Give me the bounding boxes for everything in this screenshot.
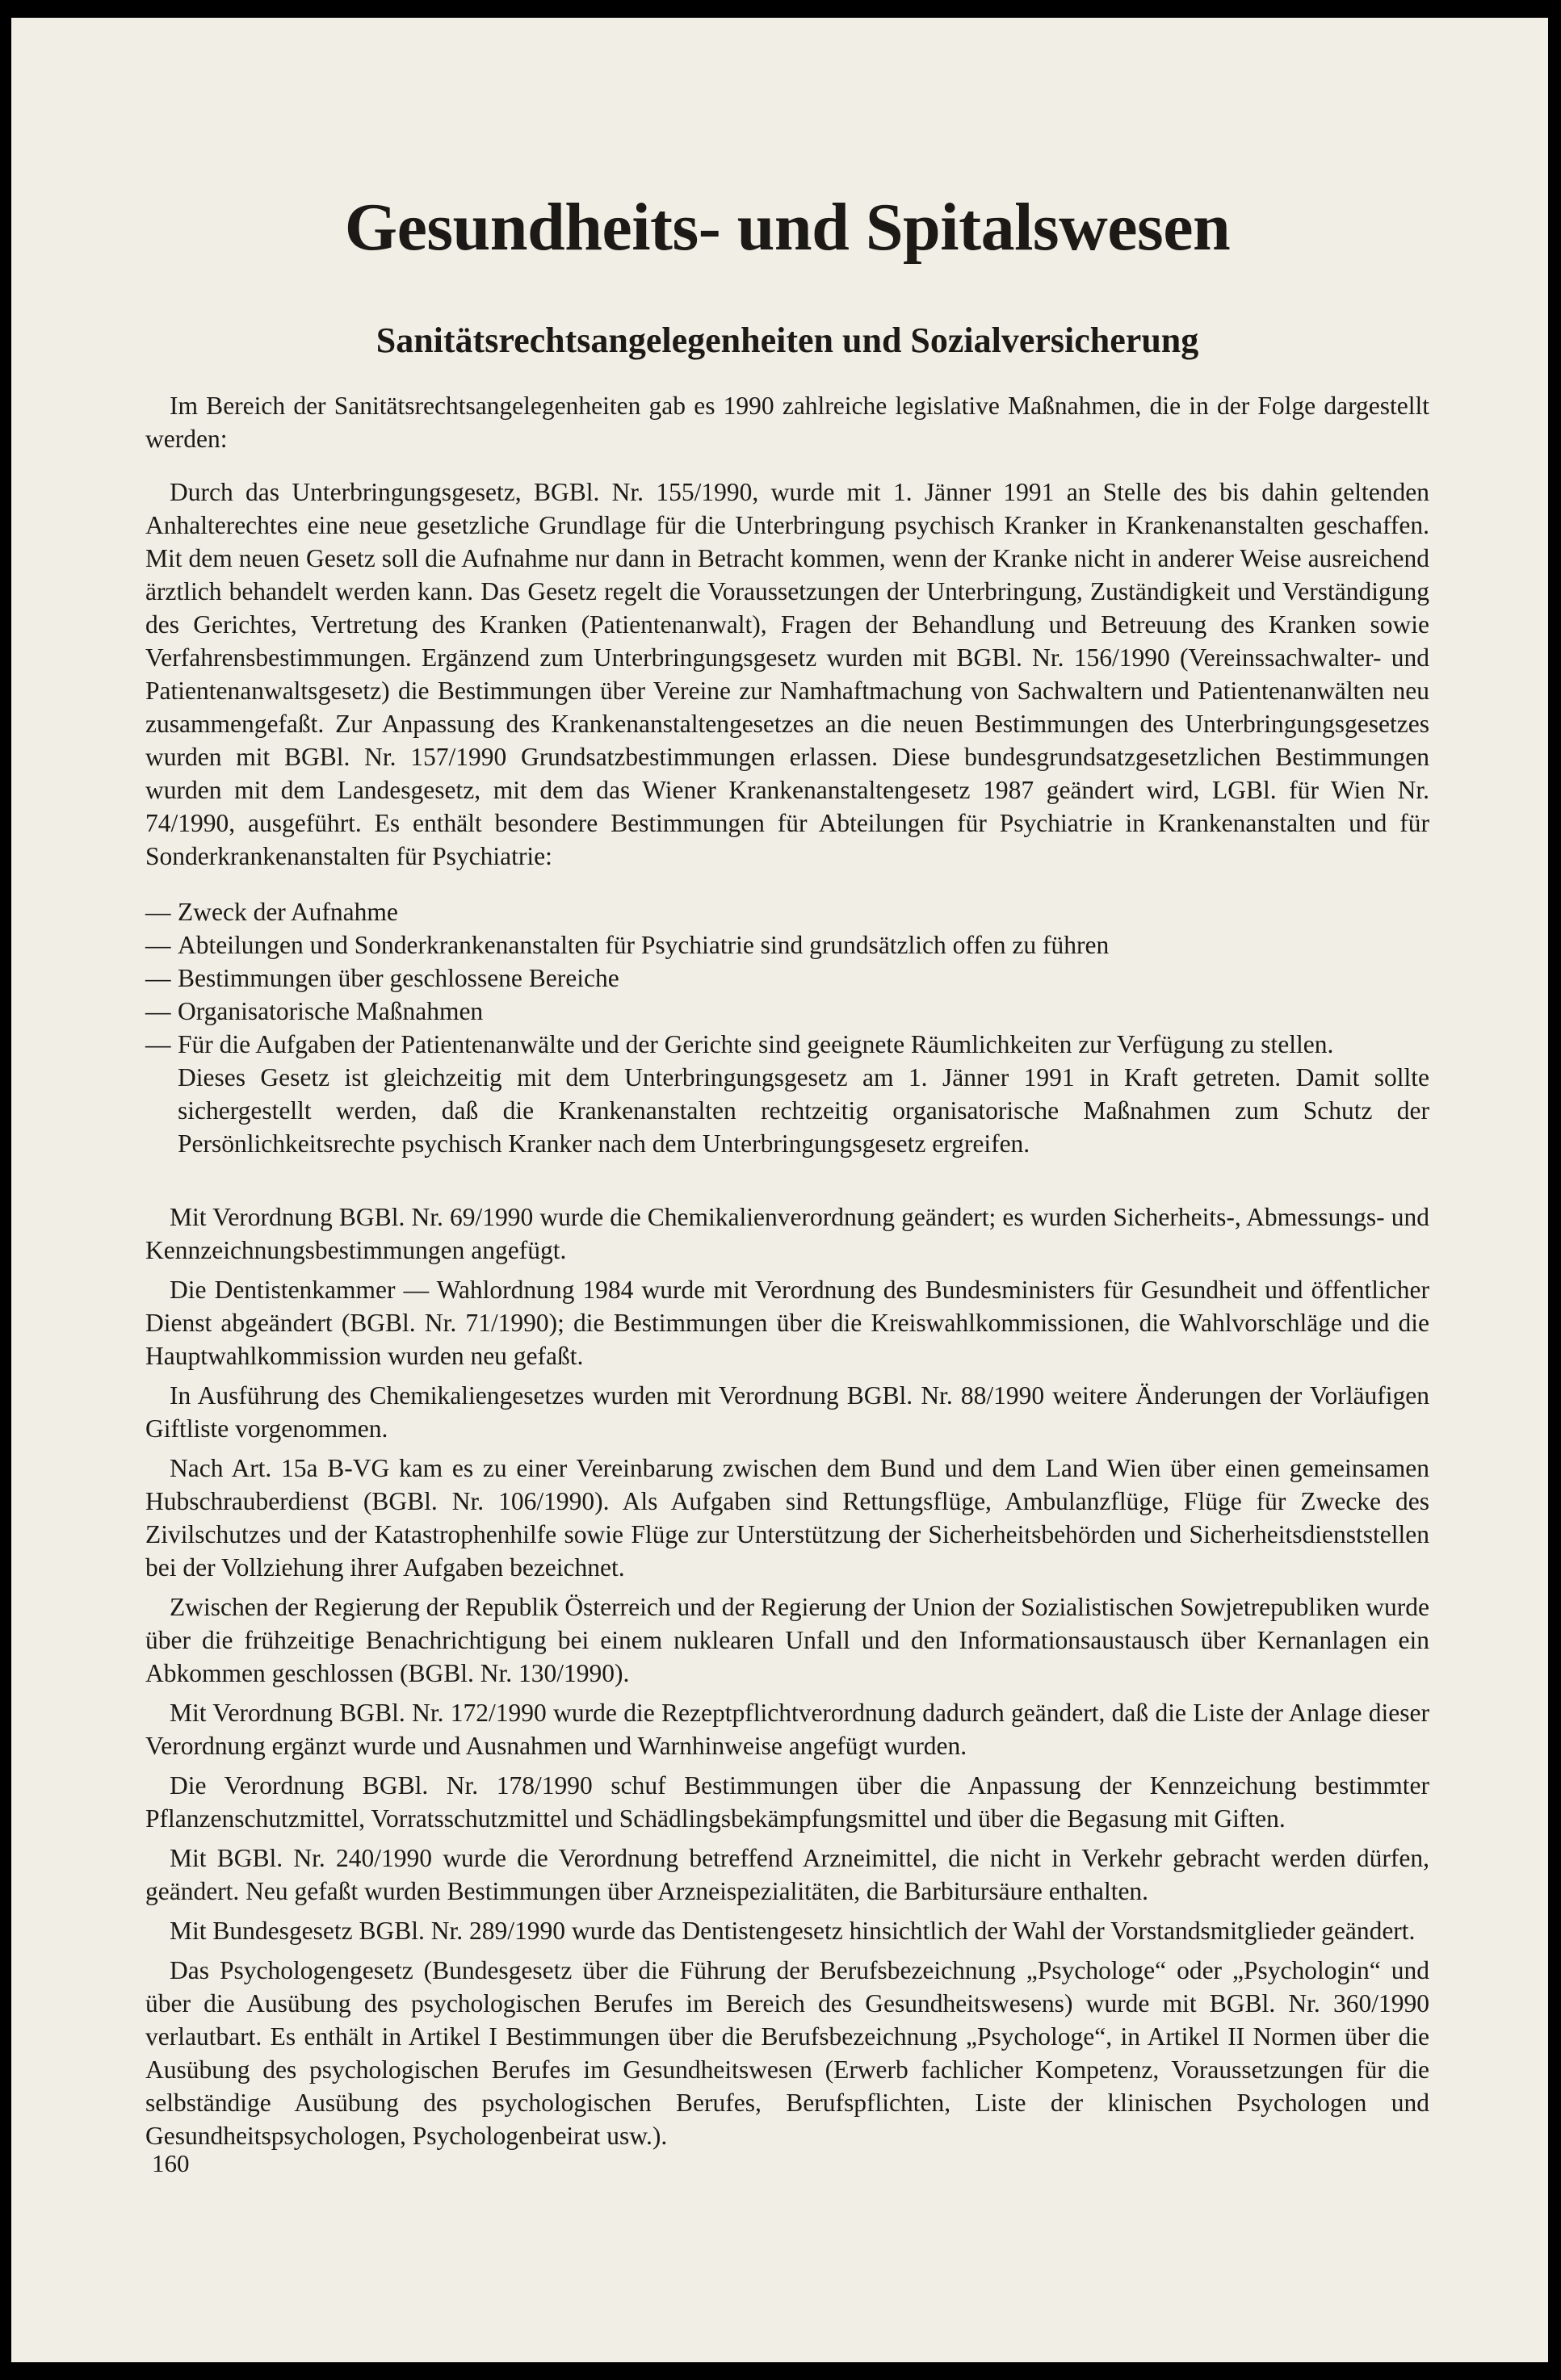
page-number: 160 — [152, 2149, 190, 2177]
unterbringung-paragraph: Durch das Unterbringungsgesetz, BGBl. Nr. 155/1990, wurde mit 1. Jänner 1991 an Stelle des bis dahin geltenden Anhalterechtes eine neue gesetzliche Grundlage für die Unterbringung psychisch Kranker in Krankenanstalten geschaffen. Mit dem neuen Gesetz soll die Aufnahme nur dann in Betracht kommen, wenn der Kranke nicht in anderer Weise ausreichend ärztlich behandelt werden kann. Das Gesetz regelt die Voraussetzungen der Unterbringung, Zuständigkeit und Verständigung des Gerichtes, Vertretung des Kranken (Patientenanwalt), Fragen der Behandlung und Betreuung des Kranken sowie Verfahrensbestimmungen. Ergänzend zum Unterbringungsgesetz wurden mit BGBl. Nr. 156/1990 (Vereinssachwalter- und Patientenanwaltsgesetz) die Bestimmungen über Vereine zur Namhaftmachung von Sachwaltern und Patientenanwälten neu zusammengefaßt. Zur Anpassung des Krankenanstaltengesetzes an die neuen Bestimmungen des Unterbringungsgesetzes wurden mit BGBl. Nr. 157/1990 Grundsatzbestimmungen erlassen. Diese bundesgrundsatzgesetzlichen Bestimmungen wurden mit dem Landesgesetz, mit dem das Wiener Krankenanstaltengesetz 1987 geändert wird, LGBl. für Wien Nr. 74/1990, ausgeführt. Es enthält besondere Bestimmungen für Abteilungen für Psychiatrie in Krankenanstalten und für Sonderkrankenanstalten für Psychiatrie: — [145, 478, 1429, 870]
paragraph: Zwischen der Regierung der Republik Österreich und der Regierung der Union der Sozialistischen Sowjetrepubliken wurde über die frühzeitige Benachrichtigung bei einem nuklearen Unfall und den Informationsaustausch über Kernanlagen ein Abkommen geschlossen (BGBl. Nr. 130/1990). — [145, 1593, 1429, 1687]
provisions-list — [145, 895, 1429, 1160]
paragraph: Das Psychologengesetz (Bundesgesetz über die Führung der Berufsbezeichnung „Psychologe“ oder „Psychologin“ und über die Ausübung des psychologischen Berufes im Bereich des Gesundheitswesens) wurde mit BGBl. Nr. 360/1990 verlautbart. Es enthält in Artikel I Bestimmungen über die Berufsbezeichnung „Psychologe“, in Artikel II Normen über die Ausübung des psychologischen Berufes im Gesundheitswesen (Erwerb fachlicher Kompetenz, Voraussetzungen für die selbständige Ausübung des psychologischen Berufes, Berufspflichten, Liste der klinischen Psychologen und Gesundheitspsychologen, Psychologenbeirat usw.). — [145, 1956, 1429, 2150]
paragraph: Die Dentistenkammer — Wahlordnung 1984 wurde mit Verordnung des Bundesministers für Gesundheit und öffentlicher Dienst abgeändert (BGBl. Nr. 71/1990); die Bestimmungen über die Kreiswahlkommissionen, die Wahlvorschläge und die Hauptwahlkommission wurden neu gefaßt. — [145, 1276, 1429, 1370]
paragraph: In Ausführung des Chemikaliengesetzes wurden mit Verordnung BGBl. Nr. 88/1990 weitere Änderungen der Vorläufigen Giftliste vorgenommen. — [145, 1381, 1429, 1443]
list-item: — Abteilungen und Sonderkrankenanstalten für Psychiatrie sind grundsätzlich offen zu führen — [145, 928, 1429, 962]
list-item — [145, 1028, 1429, 1160]
list-item: — Zweck der Aufnahme — [145, 895, 1429, 928]
body-text — [145, 389, 1429, 2152]
paragraph: Mit Verordnung BGBl. Nr. 172/1990 wurde die Rezeptpflichtverordnung dadurch geändert, daß die Liste der Anlage dieser Verordnung ergänzt wurde und Ausnahmen und Warnhinweise angefügt wurden. — [145, 1699, 1429, 1760]
list-item: — Organisatorische Maßnahmen — [145, 995, 1429, 1028]
paragraph: Mit BGBl. Nr. 240/1990 wurde die Verordnung betreffend Arzneimittel, die nicht in Verkehr gebracht werden dürfen, geändert. Neu gefaßt wurden Bestimmungen über Arzneispezialitäten, die Barbitursäure enthalten. — [145, 1844, 1429, 1905]
section-subtitle: Sanitätsrechtsangelegenheiten und Sozialversicherung — [376, 321, 1199, 360]
list-continuation: Dieses Gesetz ist gleichzeitig mit dem Unterbringungsgesetz am 1. Jänner 1991 in Kraft getreten. Damit sollte sichergestellt werden, daß die Krankenanstalten rechtzeitig organisatorische Maßnahmen zum Schutz der Persönlichkeitsrechte psychisch Kranker nach dem Unterbringungsgesetz ergreifen. — [178, 1063, 1429, 1158]
paragraph: Die Verordnung BGBl. Nr. 178/1990 schuf Bestimmungen über die Anpassung der Kennzeichung bestimmter Pflanzenschutzmittel, Vorratsschutzmittel und Schädlingsbekämpfungsmittel und über die Begasung mit Giften. — [145, 1771, 1429, 1833]
intro-paragraph: Im Bereich der Sanitätsrechtsangelegenheiten gab es 1990 zahlreiche legislative Maßnahmen, die in der Folge dargestellt werden: — [145, 392, 1429, 453]
list-item-text: Für die Aufgaben der Patientenanwälte und der Gerichte sind geeignete Räumlichkeiten zur Verfügung zu stellen. — [178, 1030, 1334, 1058]
paragraph: Mit Bundesgesetz BGBl. Nr. 289/1990 wurde das Dentistengesetz hinsichtlich der Wahl der Vorstandsmitglieder geändert. — [170, 1917, 1416, 1945]
page-title: Gesundheits- und Spitalswesen — [344, 190, 1231, 265]
list-item: — Bestimmungen über geschlossene Bereiche — [145, 962, 1429, 995]
paragraph: Nach Art. 15a B-VG kam es zu einer Vereinbarung zwischen dem Bund und dem Land Wien über einen gemeinsamen Hubschrauberdienst (BGBl. Nr. 106/1990). Als Aufgaben sind Rettungsflüge, Ambulanzflüge, Flüge für Zwecke des Zivilschutzes und der Katastrophenhilfe sowie Flüge zur Unterstützung der Sicherheitsbehörden und Sicherheitsdienststellen bei der Vollziehung ihrer Aufgaben bezeichnet. — [145, 1454, 1429, 1582]
paragraph: Mit Verordnung BGBl. Nr. 69/1990 wurde die Chemikalienverordnung geändert; es wurden Sicherheits-, Abmessungs- und Kennzeichnungsbestimmungen angefügt. — [145, 1203, 1429, 1264]
document-page — [11, 18, 1548, 2362]
